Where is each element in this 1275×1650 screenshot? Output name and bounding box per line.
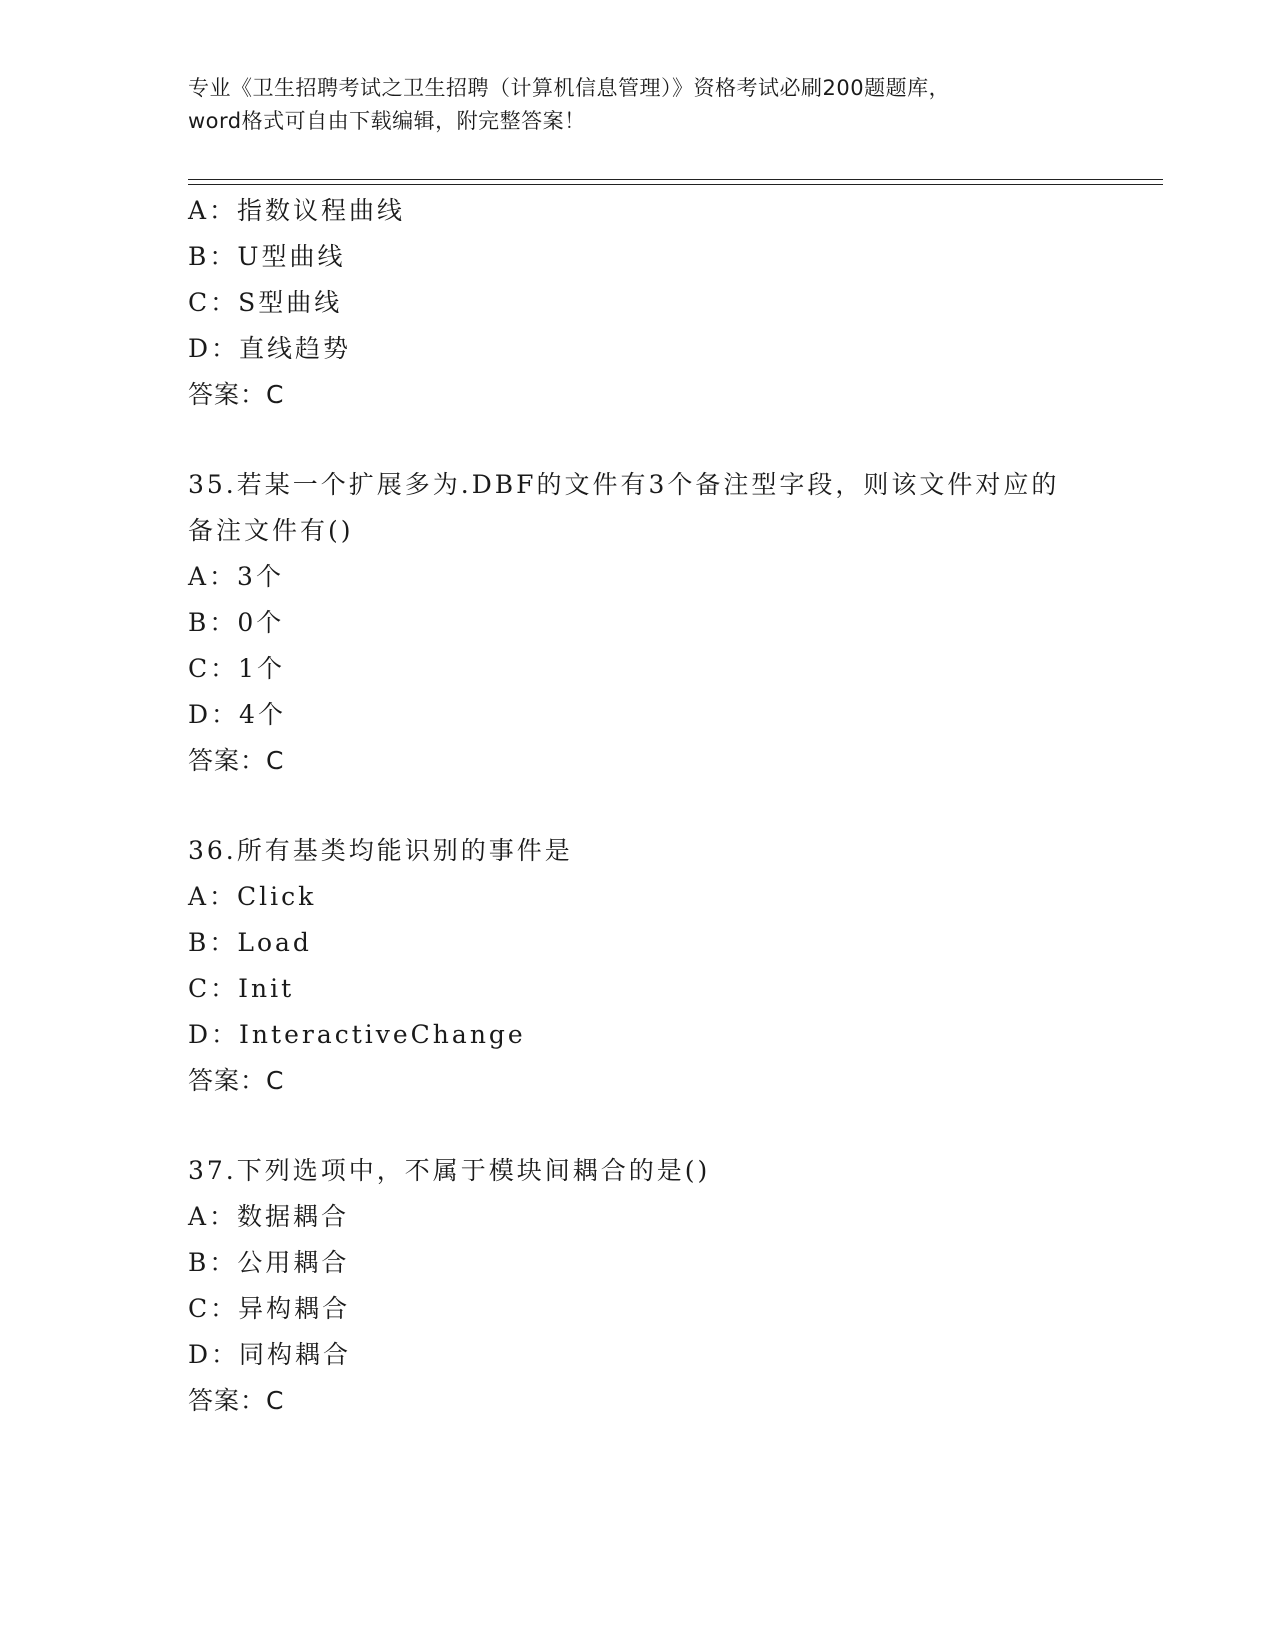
answer: 答案：C bbox=[188, 1386, 285, 1415]
header-divider-bottom bbox=[188, 184, 1163, 185]
option-b: B：公用耦合 bbox=[188, 1248, 350, 1277]
option-b: B：0个 bbox=[188, 608, 285, 637]
option-a: A：指数议程曲线 bbox=[188, 196, 406, 225]
option-b: B：Load bbox=[188, 928, 312, 957]
option-c: C：1个 bbox=[188, 654, 286, 683]
option-d: D：直线趋势 bbox=[188, 334, 352, 363]
question-list bbox=[188, 188, 1163, 1424]
question-stem: 37.下列选项中，不属于模块间耦合的是() bbox=[188, 1156, 711, 1185]
header-line-1: 专业《卫生招聘考试之卫生招聘（计算机信息管理）》资格考试必刷200题题库， bbox=[188, 76, 951, 100]
option-d: D：4个 bbox=[188, 700, 286, 729]
answer: 答案：C bbox=[188, 1066, 285, 1095]
question-stem: 35.若某一个扩展多为.DBF的文件有3个备注型字段，则该文件对应的 bbox=[188, 470, 1060, 499]
spacer bbox=[188, 784, 1163, 828]
spacer bbox=[188, 1104, 1163, 1148]
question-36 bbox=[188, 828, 1163, 1104]
document-header bbox=[188, 72, 1088, 138]
option-d: D：同构耦合 bbox=[188, 1340, 352, 1369]
spacer bbox=[188, 418, 1163, 462]
option-a: A：数据耦合 bbox=[188, 1202, 350, 1231]
question-stem-continued: 备注文件有() bbox=[188, 516, 354, 545]
option-d: D：InteractiveChange bbox=[188, 1020, 526, 1049]
option-a: A：Click bbox=[188, 882, 317, 911]
answer: 答案：C bbox=[188, 746, 285, 775]
question-35 bbox=[188, 462, 1163, 784]
answer: 答案：C bbox=[188, 380, 285, 409]
header-divider-top bbox=[188, 179, 1163, 180]
option-c: C：异构耦合 bbox=[188, 1294, 351, 1323]
question-stem: 36.所有基类均能识别的事件是 bbox=[188, 836, 573, 865]
question-34 bbox=[188, 188, 1163, 418]
option-c: C：S型曲线 bbox=[188, 288, 343, 317]
option-c: C：Init bbox=[188, 974, 295, 1003]
option-a: A：3个 bbox=[188, 562, 284, 591]
header-line-2: word格式可自由下载编辑，附完整答案！ bbox=[188, 109, 586, 133]
question-37 bbox=[188, 1148, 1163, 1424]
option-b: B：U型曲线 bbox=[188, 242, 346, 271]
